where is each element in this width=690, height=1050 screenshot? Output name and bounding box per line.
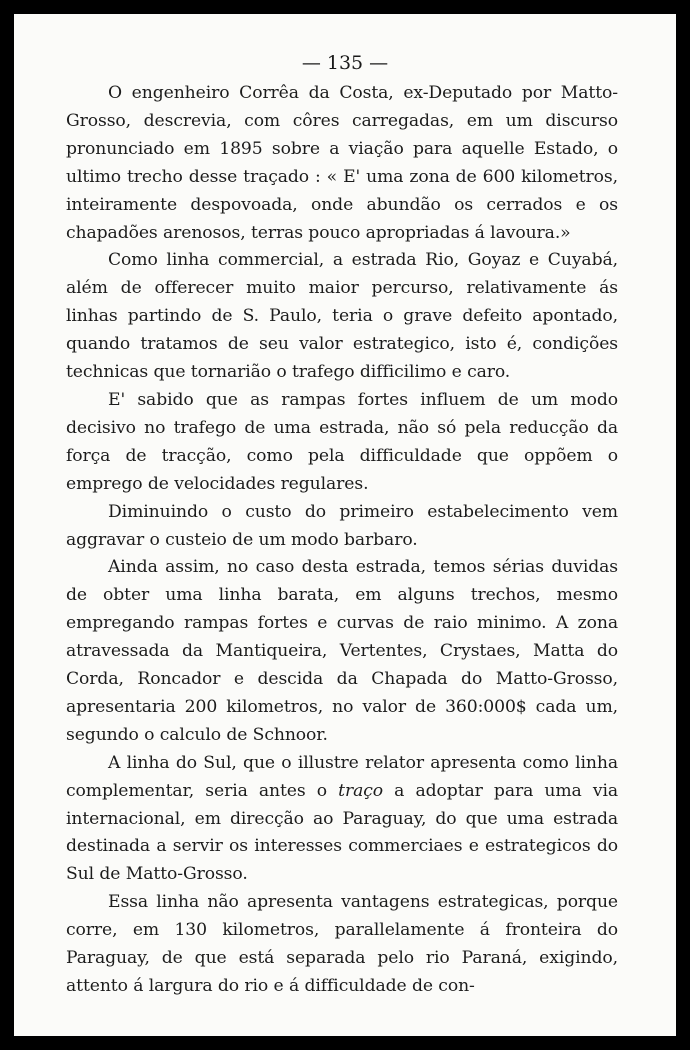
body-text <box>66 80 618 1001</box>
paragraph-6-text-after: a adoptar para uma via internacional, em direcção ao Paraguay, do que uma estrada destinada a servir os interesses commerciaes e estrategicos do Sul de Matto-Grosso. <box>66 780 619 885</box>
page-number: — 135 — <box>301 52 389 74</box>
paragraph-3: E' sabido que as rampas fortes influem de um modo decisivo no trafego de uma estrada, não só pela reducção da força de tracção, como pela difficuldade que oppõem o emprego de velocidades regulares. <box>66 389 618 494</box>
paragraph-1: O engenheiro Corrêa da Costa, ex-Deputado por Matto-Grosso, descrevia, com côres carregadas, em um discurso pronunciado em 1895 sobre a viação para aquelle Estado, o ultimo trecho desse traçado : « E' uma zona de 600 kilometros, inteiramente despovoada, onde abundão os cerrados e os chapadões arenosos, terras pouco apropriadas á lavoura.» <box>66 83 618 243</box>
paragraph-6-italic-word: traço <box>338 780 384 801</box>
paragraph-7: Essa linha não apresenta vantagens estrategicas, porque corre, em 130 kilometros, parallelamente á fronteira do Paraguay, de que está separada pelo rio Paraná, exigindo, attento á largura do rio e á difficuldade de con- <box>66 892 618 996</box>
paragraph-6-text-before: A linha do Sul, que o illustre relator apresenta como linha complementar, seria antes o <box>66 752 618 801</box>
paragraph-5: Ainda assim, no caso desta estrada, temos sérias duvidas de obter uma linha barata, em alguns trechos, mesmo empregando rampas fortes e curvas de raio minimo. A zona atravessada da Mantiqueira, Vertentes, Crystaes, Matta do Corda, Roncador e descida da Chapada do Matto-Grosso, apresentaria 200 kilometros, no valor de 360:000$ cada um, segundo o calculo de Schnoor. <box>66 557 618 745</box>
paragraph-4: Diminuindo o custo do primeiro estabelecimento vem aggravar o custeio de um modo barbaro. <box>66 501 618 550</box>
paragraph-2: Como linha commercial, a estrada Rio, Goyaz e Cuyabá, além de offerecer muito maior percurso, relativamente ás linhas partindo de S. Paulo, teria o grave defeito apontado, quando tratamos de seu valor estrategico, isto é, condições technicas que tornarião o trafego difficilimo e caro. <box>66 250 618 383</box>
book-page <box>14 14 676 1036</box>
paragraph-6 <box>66 750 618 890</box>
